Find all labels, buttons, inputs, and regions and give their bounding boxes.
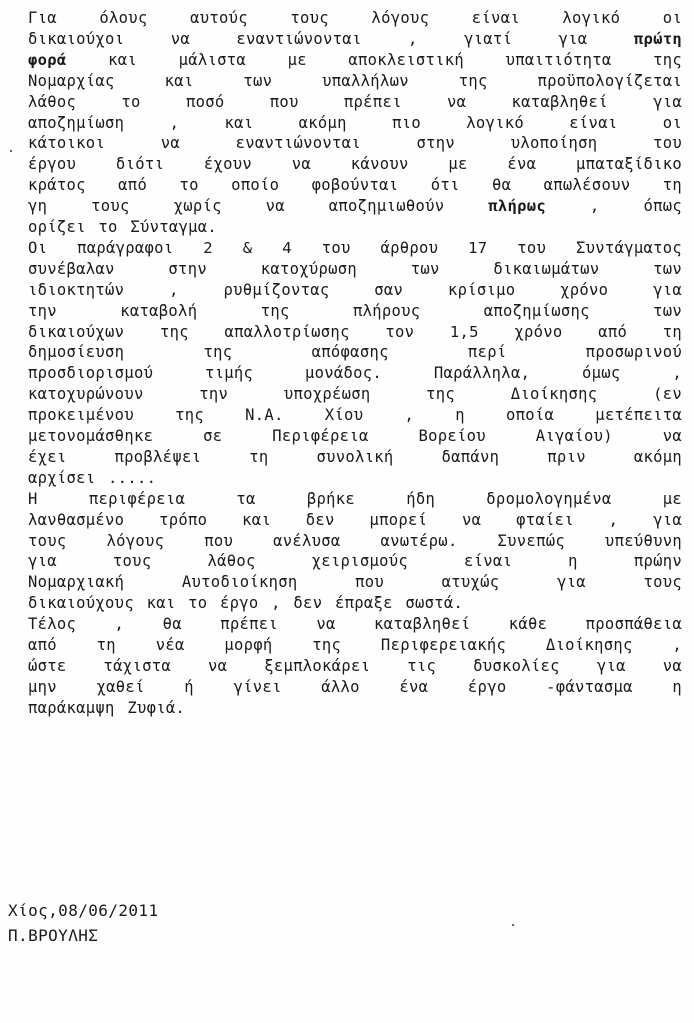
line-text: συνέβαλαν στην κατοχύρωση των δικαιωμάτων των xyxy=(28,259,682,278)
line-text: Νομαρχίας και των υπαλλήλων της προϋπολογίζεται xyxy=(28,71,682,90)
document-line xyxy=(28,551,682,571)
document-line xyxy=(28,175,682,195)
line-text: έχει προβλέψει τη συνολική δαπάνη πριν ακόμη xyxy=(28,447,682,466)
document-line xyxy=(28,196,682,216)
document-line xyxy=(28,405,682,425)
line-emphasis: φορά xyxy=(28,50,67,69)
line-emphasis: πλήρως xyxy=(488,197,547,216)
document-line xyxy=(28,342,682,362)
line-text: Οι παράγραφοι 2 & 4 του άρθρου 17 του Συντάγματος xyxy=(28,238,682,257)
line-text: λάθος το ποσό που πρέπει να καταβληθεί για xyxy=(28,92,682,111)
line-text: ορίζει το Σύνταγμα. xyxy=(28,218,218,236)
line-text: για τους λάθος χειρισμούς είναι η πρώην xyxy=(28,552,682,571)
document-line xyxy=(28,363,682,383)
document-line xyxy=(28,572,682,592)
line-text: προσδιορισμού τιμής μονάδος. Παράλληλα, όμως , xyxy=(28,364,682,383)
line-text: παράκαμψη Ζυφιά. xyxy=(28,698,186,717)
document-line xyxy=(28,322,682,342)
document-line xyxy=(28,593,682,613)
document-line xyxy=(28,698,682,718)
document-line xyxy=(28,468,682,488)
document-line xyxy=(28,510,682,530)
line-text: κατοχυρώνουν την υποχρέωση της Διοίκησης (εν xyxy=(28,385,682,404)
document-line xyxy=(28,614,682,634)
document-line xyxy=(28,280,682,300)
line-emphasis: πρώτη xyxy=(633,29,682,48)
line-text: Τέλος , θα πρέπει να καταβληθεί κάθε προσπάθεια xyxy=(28,615,682,634)
document-line xyxy=(28,113,682,133)
document-line xyxy=(28,50,682,70)
place-date: Χίος,08/06/2011 xyxy=(8,901,159,920)
line-text: Για όλους αυτούς τους λόγους είναι λογικό οι xyxy=(28,9,682,27)
document-line xyxy=(28,29,682,49)
line-text: τους λόγους που ανέλυσα ανωτέρω. Συνεπώς υπεύθυνη xyxy=(28,531,682,550)
line-text: δικαιούχους και το έργο , δεν έπραξε σωστά. xyxy=(28,594,464,613)
line-text: Η περιφέρεια τα βρήκε ήδη δρομολογημένα με xyxy=(28,489,682,508)
document-line xyxy=(28,656,682,676)
line-text: από τη νέα μορφή της Περιφερειακής Διοίκησης , xyxy=(28,636,682,654)
document-line xyxy=(28,635,682,655)
document-line xyxy=(28,301,682,321)
line-text: γη τους χωρίς να αποζημιωθούν xyxy=(28,197,489,216)
document-line xyxy=(28,133,682,153)
line-text: και μάλιστα με αποκλειστική υπαιτιότητα της xyxy=(66,50,682,69)
line-text: κράτος από το οποίο φοβούνται ότι θα απωλέσουν τη xyxy=(28,176,682,195)
document-line xyxy=(28,384,682,404)
line-text: δικαιούχων της απαλλοτρίωσης τον 1,5 χρόνο από τη xyxy=(28,322,682,341)
line-text: λανθασμένο τρόπο και δεν μπορεί να φταίει , για xyxy=(28,510,682,529)
line-text: προκειμένου της Ν.Α. Χίου , η οποία μετέπειτα xyxy=(28,406,682,425)
document-line xyxy=(28,259,682,279)
document-line xyxy=(28,489,682,509)
line-text: αρχίσει ..... xyxy=(28,468,157,487)
document-line xyxy=(28,92,682,112)
line-text: δικαιούχοι να εναντιώνονται , γιατί για xyxy=(28,29,634,48)
document-line xyxy=(28,447,682,467)
document-line xyxy=(28,238,682,258)
document-line xyxy=(28,8,682,28)
line-text-tail: , όπως xyxy=(546,197,682,216)
line-text: την καταβολή της πλήρους αποζημίωσης των xyxy=(28,301,682,320)
line-text: κάτοικοι να εναντιώνονται στην υλοποίηση του xyxy=(28,134,682,153)
document-line xyxy=(28,426,682,446)
document-line xyxy=(28,217,682,237)
line-text: Νομαρχιακή Αυτοδιοίκηση που ατυχώς για τους xyxy=(28,573,682,592)
line-text: έργου διότι έχουν να κάνουν με ένα μπαταξίδικο xyxy=(28,155,682,174)
document-line xyxy=(28,531,682,551)
document-line xyxy=(28,154,682,174)
line-text: δημοσίευση της απόφασης περί προσωρινού xyxy=(28,343,682,362)
scan-speck xyxy=(512,924,514,926)
document-line xyxy=(28,71,682,91)
line-text: ιδιοκτητών , ρυθμίζοντας σαν κρίσιμο χρόνο για xyxy=(28,280,682,299)
signature-name: Π.ΒΡΟΥΛΗΣ xyxy=(8,926,99,945)
line-text: ώστε τάχιστα να ξεμπλοκάρει τις δυσκολίες για να xyxy=(28,656,682,675)
scan-speck xyxy=(10,150,12,152)
line-text: αποζημίωση , και ακόμη πιο λογικό είναι οι xyxy=(28,113,682,132)
line-text: μην χαθεί ή γίνει άλλο ένα έργο -φάντασμα η xyxy=(28,677,682,696)
line-text: μετονομάσθηκε σε Περιφέρεια Βορείου Αιγαίου) να xyxy=(28,427,682,445)
document-line xyxy=(28,677,682,697)
